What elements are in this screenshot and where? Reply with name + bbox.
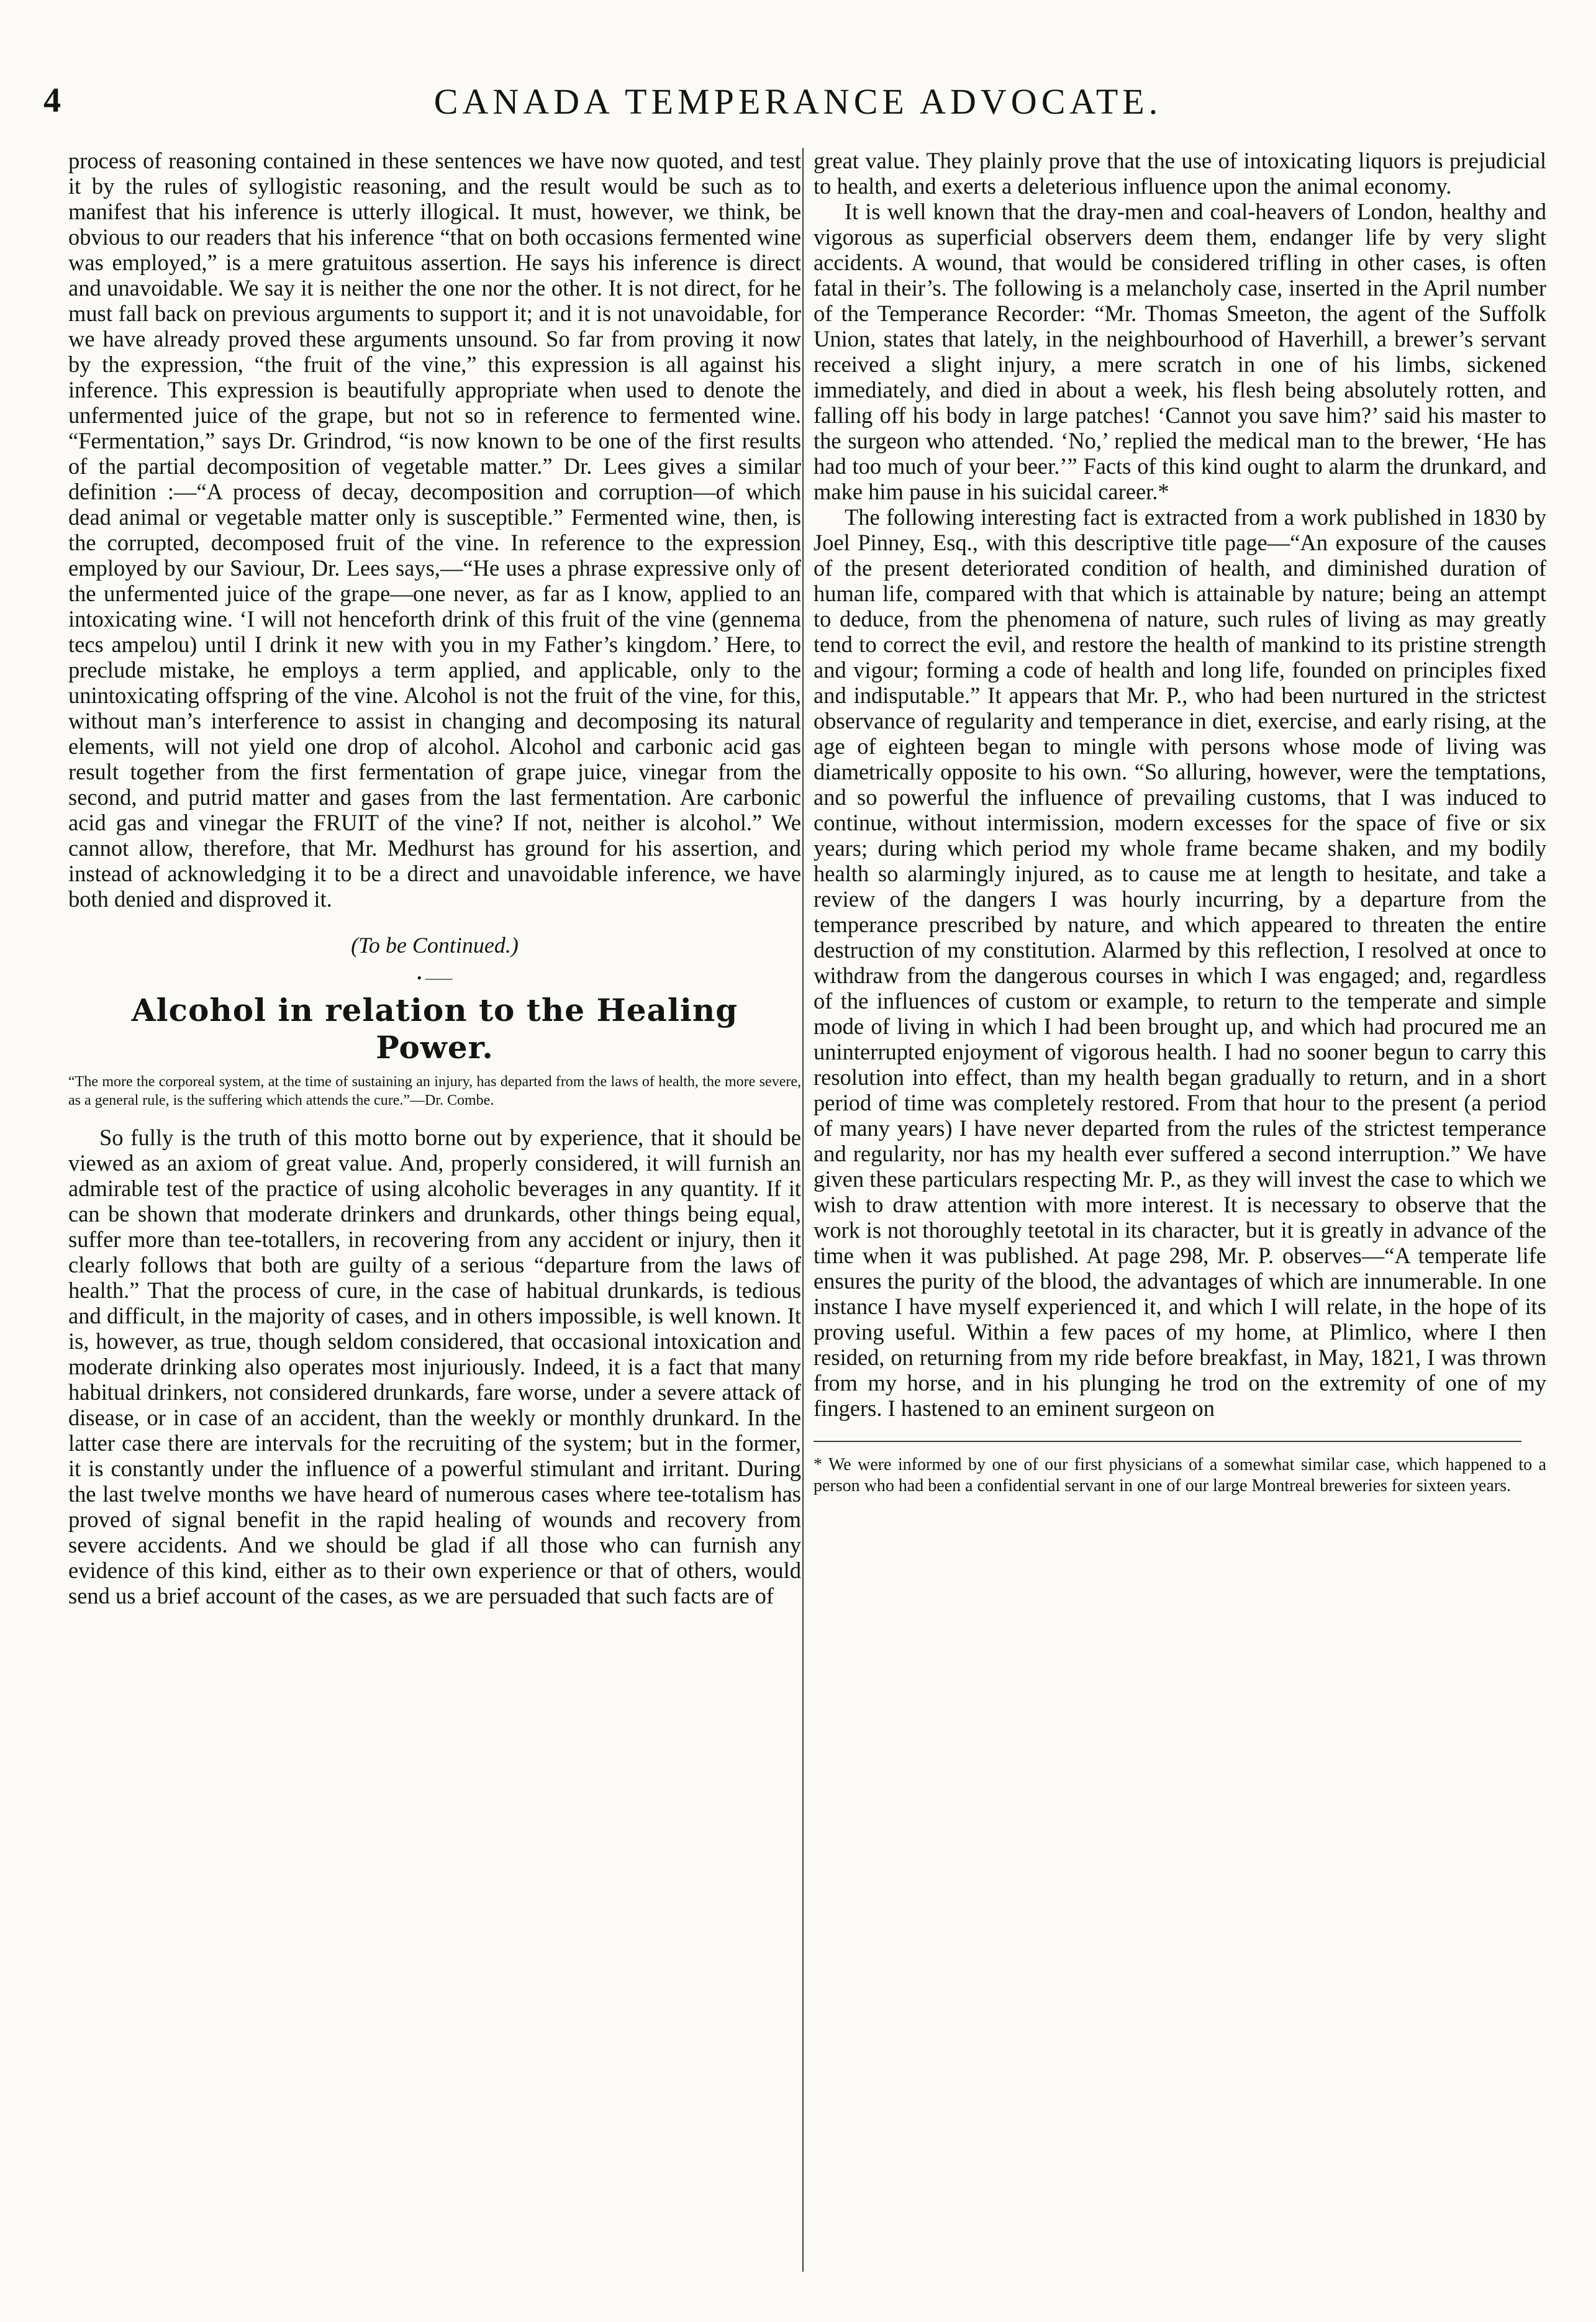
right-paragraph-2: It is well known that the dray-men and coal-heavers of London, healthy and vigorous as superficial observers deem them, endanger life by very slight accidents. A wound, that would be considered trifling in other cases, is often fatal in their’s. The following is a melancholy case, inserted in the April number of the Temperance Recorder: “Mr. Thomas Smeeton, the agent of the Suffolk Union, states that lately, in the neighbourhood of Haverhill, a brewer’s servant received a slight injury, a mere scratch in one of his limbs, sickened immediately, and died in about a week, his flesh being absolutely rotten, and falling off his body in large patches! ‘Cannot you save him?’ said his master to the surgeon who attended. ‘No,’ replied the medical man to the brewer, ‘He has had too much of your beer.’” Facts of this kind ought to alarm the drunkard, and make him pause in his suicidal career.* [814, 199, 1546, 504]
footnote: * We were informed by one of our first physicians of a somewhat similar case, which happened to a person who had been a confidential servant in one of our large Montreal breweries for sixteen years. [814, 1455, 1546, 1495]
article-title: Alcohol in relation to the Healing Power. [131, 992, 738, 1066]
column-divider [802, 148, 804, 2272]
running-title: CANADA TEMPERANCE ADVOCATE. [433, 81, 1163, 122]
page-header [43, 81, 1553, 130]
right-column [814, 148, 1546, 2284]
section-separator: • —— [417, 970, 453, 986]
page-number: 4 [43, 81, 61, 120]
epigraph: “The more the corporeal system, at the time of sustaining an injury, has departed from the laws of health, the more severe, as a general rule, is the suffering which attends the cure.”—Dr. Combe. [68, 1074, 801, 1109]
right-paragraph-3: The following interesting fact is extracted from a work published in 1830 by Joel Pinney, Esq., with this descriptive title page—“An exposure of the causes of the present deteriorated condition of health, and diminished duration of human life, compared with that which is attainable by nature; being an attempt to deduce, from the phenomena of nature, such rules of living as may greatly tend to correct the evil, and restore the health of mankind to its pristine strength and vigour; forming a code of health and long life, founded on principles fixed and indisputable.” It appears that Mr. P., who had been nurtured in the strictest observance of regularity and temperance in diet, exercise, and early rising, at the age of eighteen began to mingle with persons whose mode of living was diametrically opposite to his own. “So alluring, however, were the temptations, and so powerful the influence of prevailing customs, that I was induced to continue, without intermission, modern excesses for the space of five or six years; during which period my whole frame became shaken, and my bodily health so alarmingly injured, as to cause me at length to hesitate, and take a review of the dangers I was hourly incurring, by a departure from the temperance prescribed by nature, and which appeared to threaten the entire destruction of my constitution. Alarmed by this reflection, I resolved at once to withdraw from the dangerous courses in which I was engaged; and, regardless of the influences of custom or example, to return to the temperate and simple mode of living in which I had been brought up, and which had procured me an uninterrupted enjoyment of vigorous health. I had no sooner begun to carry this resolution into effect, than my health began gradually to return, and in a short period of time was completely restored. From that hour to the present (a period of many years) I have never departed from the rules of the strictest temperance and regularity, nor has my health ever suffered a second interruption.” We have given these particulars respecting Mr. P., as they will invest the case to which we wish to draw attention with more interest. It is necessary to observe that the work is not thoroughly teetotal in its character, but it is greatly in advance of the time when it was published. At page 298, Mr. P. observes—“A temperate life ensures the purity of the blood, the advantages of which are innumerable. In one instance I have myself experienced it, and which I will relate, in the hope of its proving useful. Within a few paces of my home, at Plimlico, where I then resided, on returning from my ride before breakfast, in May, 1821, I was thrown from my horse, and in his plunging he trod on the extremity of one of my fingers. I hastened to an eminent surgeon on [814, 504, 1546, 1421]
footnote-rule [814, 1441, 1521, 1442]
left-column [68, 148, 801, 2284]
to-be-continued: (To be Continued.) [351, 933, 519, 958]
left-paragraph-2: So fully is the truth of this motto borne out by experience, that it should be viewed as an axiom of great value. And, properly considered, it will furnish an admirable test of the practice of using alcoholic beverages in any quantity. If it can be shown that moderate drinkers and drunkards, other things being equal, suffer more than tee-totallers, in recovering from any accident or injury, then it clearly follows that both are guilty of a serious “departure from the laws of health.” That the process of cure, in the case of habitual drunkards, is tedious and difficult, in the majority of cases, and in others impossible, is well known. It is, however, as true, though seldom considered, that occasional intoxication and moderate drinking also operates most injuriously. Indeed, it is a fact that many habitual drinkers, not considered drunkards, fare worse, under a severe attack of disease, or in case of an accident, than the weekly or monthly drunkard. In the latter case there are intervals for the recruiting of the system; but in the former, it is constantly under the influence of a powerful stimulant and irritant. During the last twelve months we have heard of numerous cases where tee-totalism has proved of signal benefit in the rapid healing of wounds and recovery from severe accidents. And we should be glad if all those who can furnish any evidence of this kind, either as to their own experience or that of others, would send us a brief account of the cases, as we are persuaded that such facts are of [68, 1125, 801, 1608]
left-paragraph-1: process of reasoning contained in these sentences we have now quoted, and test it by the rules of syllogistic reasoning, and the result would be such as to manifest that his inference is utterly illogical. It must, however, we think, be obvious to our readers that his inference “that on both occasions fermented wine was employed,” is a mere gratuitous assertion. He says his inference is direct and unavoidable. We say it is neither the one nor the other. It is not direct, for he must fall back on previous arguments to support it; and it is not unavoidable, for we have already proved these arguments unsound. So far from proving it now by the expression, “the fruit of the vine,” this expression is all against his inference. This expression is beautifully appropriate when used to denote the unfermented juice of the grape, but not so in reference to fermented wine. “Fermentation,” says Dr. Grindrod, “is now known to be one of the first results of the partial decomposition of vegetable matter.” Dr. Lees gives a similar definition :—“A process of decay, decomposition and corruption—of which dead animal or vegetable matter only is susceptible.” Fermented wine, then, is the corrupted, decomposed fruit of the vine. In reference to the expression employed by our Saviour, Dr. Lees says,—“He uses a phrase expressive only of the unfermented juice of the grape—one never, as far as I know, applied to an intoxicating wine. ‘I will not henceforth drink of this fruit of the vine (gennema tecs ampelou) until I drink it new with you in my Father’s kingdom.’ Here, to preclude mistake, he employs a term applied, and applicable, only to the unintoxicating offspring of the vine. Alcohol is not the fruit of the vine, for this, without man’s interference to assist in changing and decomposing its natural elements, will not yield one drop of alcohol. Alcohol and carbonic acid gas result together from the first fermentation of grape juice, vinegar from the second, and putrid matter and gases from the last fermentation. Are carbonic acid gas and vinegar the FRUIT of the vine? If not, neither is alcohol.” We cannot allow, therefore, that Mr. Medhurst has ground for his assertion, and instead of acknowledging it to be a direct and unavoidable inference, we have both denied and disproved it. [68, 148, 801, 912]
right-paragraph-1: great value. They plainly prove that the use of intoxicating liquors is prejudicial to health, and exerts a deleterious influence upon the animal economy. [814, 148, 1546, 199]
